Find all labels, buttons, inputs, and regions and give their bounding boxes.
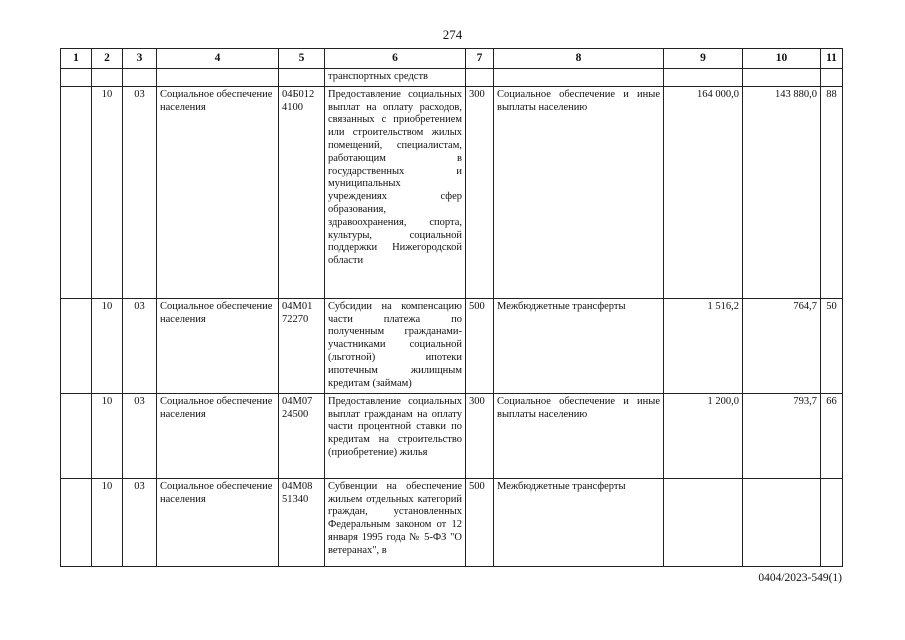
- planned-amount: [664, 478, 743, 566]
- column-header-5: 5: [279, 49, 325, 69]
- table-row: [61, 393, 843, 478]
- target-article-description: Предоставление социальных выплат на оплату расходов, связанных с приобретением или строительством жилых помещений, специалистам, работающим в государственных и муниципальных учреждениях сфер образования, здравоохранения, спорта, культуры, социальной поддержки Нижегородской области: [325, 86, 466, 298]
- target-article-code: 04Б012 4100: [279, 86, 325, 298]
- executed-amount: [743, 478, 821, 566]
- subsection-code: 03: [123, 478, 157, 566]
- subsection-code: 03: [123, 393, 157, 478]
- table-row: [61, 478, 843, 566]
- section-code: 10: [92, 298, 123, 393]
- column-header-3: 3: [123, 49, 157, 69]
- table-row: [61, 298, 843, 393]
- table-header-row: [61, 49, 843, 69]
- expense-type-name: Межбюджетные трансферты: [494, 478, 664, 566]
- column-header-7: 7: [466, 49, 494, 69]
- planned-amount: 164 000,0: [664, 86, 743, 298]
- document-code: 0404/2023-549(1): [758, 572, 842, 584]
- column-header-4: 4: [157, 49, 279, 69]
- subsection-name: Социальное обеспечение населения: [157, 478, 279, 566]
- column-header-10: 10: [743, 49, 821, 69]
- target-article-code: 04М07 24500: [279, 393, 325, 478]
- section-code: 10: [92, 86, 123, 298]
- continuation-row: [61, 69, 843, 87]
- subsection-code: 03: [123, 298, 157, 393]
- planned-amount: 1 200,0: [664, 393, 743, 478]
- column-header-6: 6: [325, 49, 466, 69]
- target-article-description: Предоставление социальных выплат гражданам на оплату части процентной ставки по кредитам на строительство (приобретение) жилья: [325, 393, 466, 478]
- budget-table: [60, 48, 843, 567]
- executed-amount: 764,7: [743, 298, 821, 393]
- expense-type-code: 300: [466, 86, 494, 298]
- target-article-description: Субвенции на обеспечение жильем отдельных категорий граждан, установленных Федеральным законом от 12 января 1995 года № 5-ФЗ "О ветеранах", в: [325, 478, 466, 566]
- subsection-name: Социальное обеспечение населения: [157, 298, 279, 393]
- section-code: 10: [92, 478, 123, 566]
- subsection-code: 03: [123, 86, 157, 298]
- continuation-text: транспортных средств: [325, 69, 466, 87]
- table-row: [61, 86, 843, 298]
- expense-type-code: 300: [466, 393, 494, 478]
- page-number: 274: [442, 27, 463, 42]
- executed-amount: 143 880,0: [743, 86, 821, 298]
- execution-percent: 88: [821, 86, 843, 298]
- planned-amount: 1 516,2: [664, 298, 743, 393]
- column-header-2: 2: [92, 49, 123, 69]
- subsection-name: Социальное обеспечение населения: [157, 393, 279, 478]
- target-article-code: 04М08 51340: [279, 478, 325, 566]
- expense-type-code: 500: [466, 298, 494, 393]
- expense-type-code: 500: [466, 478, 494, 566]
- execution-percent: 50: [821, 298, 843, 393]
- execution-percent: 66: [821, 393, 843, 478]
- column-header-9: 9: [664, 49, 743, 69]
- subsection-name: Социальное обеспечение населения: [157, 86, 279, 298]
- section-code: 10: [92, 393, 123, 478]
- column-header-11: 11: [821, 49, 843, 69]
- target-article-code: 04М01 72270: [279, 298, 325, 393]
- expense-type-name: Социальное обеспечение и иные выплаты населению: [494, 393, 664, 478]
- column-header-1: 1: [61, 49, 92, 69]
- expense-type-name: Социальное обеспечение и иные выплаты населению: [494, 86, 664, 298]
- column-header-8: 8: [494, 49, 664, 69]
- expense-type-name: Межбюджетные трансферты: [494, 298, 664, 393]
- execution-percent: [821, 478, 843, 566]
- executed-amount: 793,7: [743, 393, 821, 478]
- target-article-description: Субсидии на компенсацию части платежа по полученным гражданами-участниками социальной (льготной) ипотеки ипотечным жилищным кредитам (займам): [325, 298, 466, 393]
